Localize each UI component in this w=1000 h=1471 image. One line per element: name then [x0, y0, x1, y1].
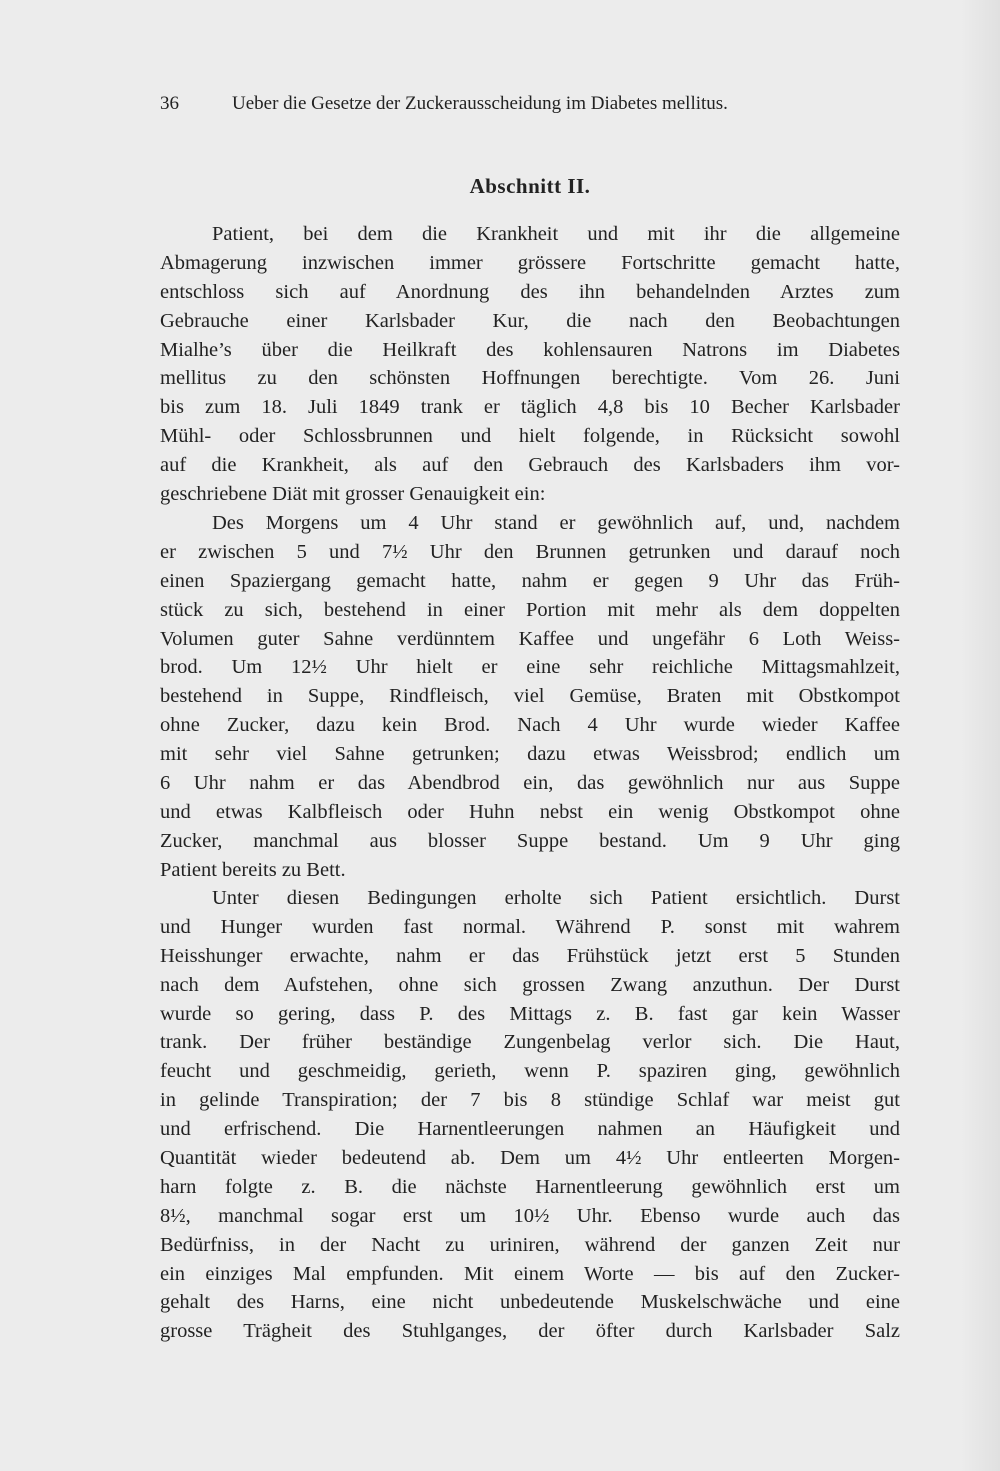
- text-line: trank. Der früher beständige Zungenbelag verlor sich. Die Haut,: [160, 1031, 900, 1054]
- text-line: und etwas Kalbfleisch oder Huhn nebst ein wenig Obstkompot ohne: [160, 800, 900, 823]
- text-line: Abmagerung inzwischen immer grössere Fortschritte gemacht hatte,: [160, 251, 900, 274]
- text-line: geschriebene Diät mit grosser Genauigkeit ein:: [160, 483, 546, 506]
- text-line: Des Morgens um 4 Uhr stand er gewöhnlich auf, und, nachdem: [212, 512, 900, 534]
- text-line: und Hunger wurden fast normal. Während P. sonst mit wahrem: [160, 915, 900, 938]
- text-line: harn folgte z. B. die nächste Harnentleerung gewöhnlich erst um: [160, 1175, 900, 1198]
- text-line: Patient, bei dem die Krankheit und mit ihr die allgemeine: [212, 223, 900, 245]
- text-line: ein einziges Mal empfunden. Mit einem Worte — bis auf den Zucker-: [160, 1262, 900, 1285]
- text-line: feucht und geschmeidig, gerieth, wenn P. spaziren ging, gewöhnlich: [160, 1060, 900, 1083]
- text-line: bestehend in Suppe, Rindfleisch, viel Gemüse, Braten mit Obstkompot: [160, 685, 900, 708]
- text-line: Zucker, manchmal aus blosser Suppe bestand. Um 9 Uhr ging: [160, 829, 900, 852]
- text-line: einen Spaziergang gemacht hatte, nahm er gegen 9 Uhr das Früh-: [160, 569, 900, 592]
- text-line: Volumen guter Sahne verdünntem Kaffee und ungefähr 6 Loth Weiss-: [160, 627, 900, 650]
- text-line: mit sehr viel Sahne getrunken; dazu etwas Weissbrod; endlich um: [160, 743, 900, 766]
- text-line: entschloss sich auf Anordnung des ihn behandelnden Arztes zum: [160, 280, 900, 303]
- text-line: nach dem Aufstehen, ohne sich grossen Zwang anzuthun. Der Durst: [160, 973, 900, 996]
- text-line: Heisshunger erwachte, nahm er das Frühstück jetzt erst 5 Stunden: [160, 944, 900, 967]
- text-line: in gelinde Transpiration; der 7 bis 8 stündige Schlaf war meist gut: [160, 1089, 900, 1112]
- paragraph-3: [160, 884, 900, 1346]
- text-line: 8½, manchmal sogar erst um 10½ Uhr. Ebenso wurde auch das: [160, 1204, 900, 1227]
- text-line: 6 Uhr nahm er das Abendbrod ein, das gewöhnlich nur aus Suppe: [160, 772, 900, 795]
- paragraph-1: [160, 220, 900, 509]
- text-line: wurde so gering, dass P. des Mittags z. B. fast gar kein Wasser: [160, 1002, 900, 1025]
- paragraph-2: [160, 509, 900, 885]
- text-line: bis zum 18. Juli 1849 trank er täglich 4,8 bis 10 Becher Karlsbader: [160, 396, 900, 419]
- text-line: Unter diesen Bedingungen erholte sich Patient ersichtlich. Durst: [212, 887, 900, 909]
- text-line: und erfrischend. Die Harnentleerungen nahmen an Häufigkeit und: [160, 1118, 900, 1141]
- text-line: Mialhe’s über die Heilkraft des kohlensauren Natrons im Diabetes: [160, 338, 900, 361]
- text-line: Quantität wieder bedeutend ab. Dem um 4½ Uhr entleerten Morgen-: [160, 1147, 900, 1170]
- running-header: [160, 90, 900, 118]
- running-title: Ueber die Gesetze der Zuckerausscheidung im Diabetes mellitus.: [232, 93, 728, 114]
- text-line: Bedürfniss, in der Nacht zu uriniren, während der ganzen Zeit nur: [160, 1233, 900, 1256]
- text-line: er zwischen 5 und 7½ Uhr den Brunnen getrunken und darauf noch: [160, 540, 900, 563]
- text-line: ohne Zucker, dazu kein Brod. Nach 4 Uhr wurde wieder Kaffee: [160, 714, 900, 737]
- text-line: stück zu sich, bestehend in einer Portion mit mehr als dem doppelten: [160, 598, 900, 621]
- text-line: mellitus zu den schönsten Hoffnungen berechtigte. Vom 26. Juni: [160, 367, 900, 390]
- text-line: brod. Um 12½ Uhr hielt er eine sehr reichliche Mittagsmahlzeit,: [160, 656, 900, 679]
- text-line: gehalt des Harns, eine nicht unbedeutende Muskelschwäche und eine: [160, 1291, 900, 1314]
- text-line: Patient bereits zu Bett.: [160, 858, 346, 881]
- section-heading: Abschnitt II.: [469, 174, 591, 198]
- page-number: 36: [160, 93, 179, 114]
- text-line: Mühl- oder Schlossbrunnen und hielt folgende, in Rücksicht sowohl: [160, 425, 900, 448]
- text-line: grosse Trägheit des Stuhlganges, der öfter durch Karlsbader Salz: [160, 1320, 900, 1343]
- text-line: auf die Krankheit, als auf den Gebrauch des Karlsbaders ihm vor-: [160, 454, 900, 477]
- text-line: Gebrauche einer Karlsbader Kur, die nach den Beobachtungen: [160, 309, 900, 332]
